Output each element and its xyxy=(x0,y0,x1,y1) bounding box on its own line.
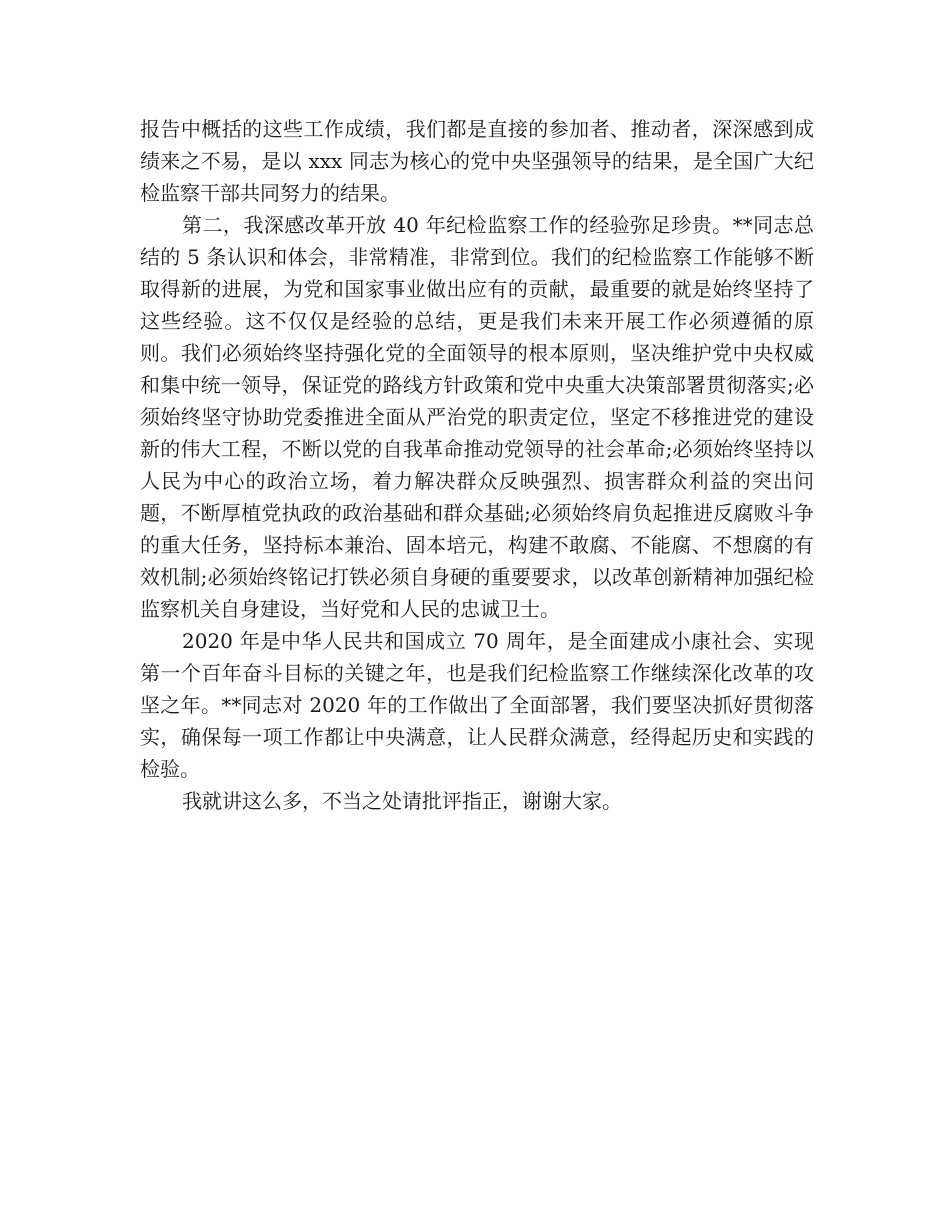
document-page xyxy=(140,113,814,817)
paragraph-experience: 第二，我深感改革开放 40 年纪检监察工作的经验弥足珍贵。**同志总结的 5 条认识和体会，非常精准，非常到位。我们的纪检监察工作能够不断取得新的进展，为党和国家事业做出应有的贡献，最重要的就是始终坚持了这些经验。这不仅仅是经验的总结，更是我们未来开展工作必须遵循的原则。我们必须始终坚持强化党的全面领导的根本原则，坚决维护党中央权威和集中统一领导，保证党的路线方针政策和党中央重大决策部署贯彻落实;必须始终坚守协助党委推进全面从严治党的职责定位，坚定不移推进党的建设新的伟大工程，不断以党的自我革命推动党领导的社会革命;必须始终坚持以人民为中心的政治立场，着力解决群众反映强烈、损害群众利益的突出问题，不断厚植党执政的政治基础和群众基础;必须始终肩负起推进反腐败斗争的重大任务，坚持标本兼治、固本培元，构建不敢腐、不能腐、不想腐的有效机制;必须始终铭记打铁必须自身硬的重要要求，以改革创新精神加强纪检监察机关自身建设，当好党和人民的忠诚卫士。 xyxy=(140,213,814,621)
paragraph-closing: 我就讲这么多，不当之处请批评指正，谢谢大家。 xyxy=(182,789,622,813)
paragraph-continuation: 报告中概括的这些工作成绩，我们都是直接的参加者、推动者，深深感到成绩来之不易，是以 xxx 同志为核心的党中央坚强领导的结果，是全国广大纪检监察干部共同努力的结果。 xyxy=(140,117,814,205)
paragraph-2020-work: 2020 年是中华人民共和国成立 70 周年，是全面建成小康社会、实现第一个百年奋斗目标的关键之年，也是我们纪检监察工作继续深化改革的攻坚之年。**同志对 2020 年的工作做出了全面部署，我们要坚决抓好贯彻落实，确保每一项工作都让中央满意，让人民群众满意，经得起历史和实践的检验。 xyxy=(140,629,814,781)
